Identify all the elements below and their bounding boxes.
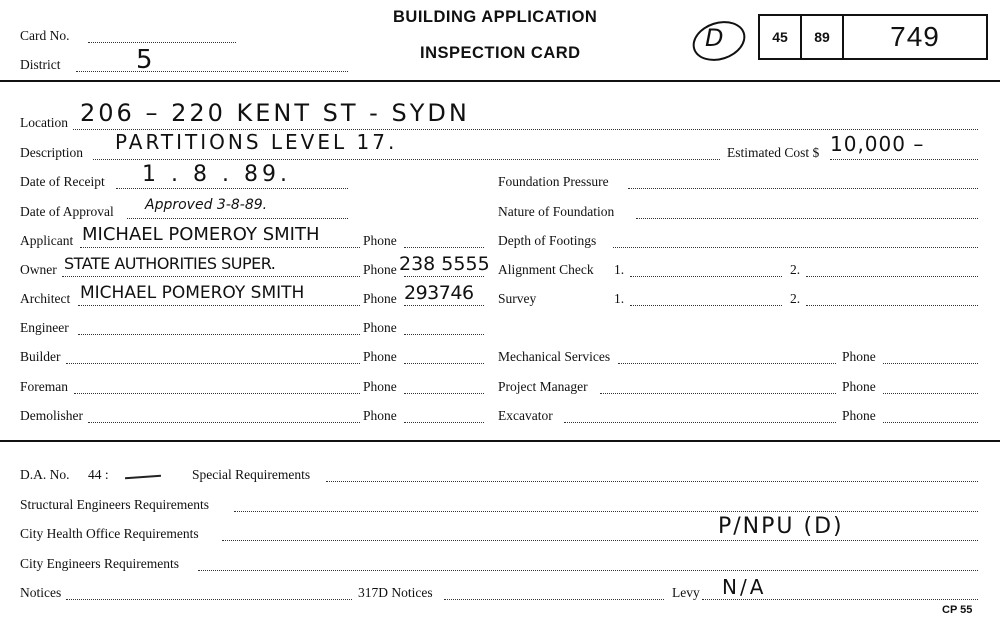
estimated-cost-value: 10,000 – [830, 132, 925, 156]
depth-of-footings-label: Depth of Footings [498, 233, 597, 248]
owner-field[interactable] [62, 276, 360, 277]
notices-field[interactable] [66, 599, 352, 600]
engineer-field[interactable] [78, 334, 360, 335]
description-label: Description [20, 145, 83, 160]
alignment-check-num2: 2. [790, 262, 801, 277]
levy-value: N/A [722, 575, 767, 599]
demolisher-field[interactable] [88, 422, 360, 423]
317d-notices-label: 317D Notices [358, 585, 433, 600]
card-no-label: Card No. [20, 28, 70, 43]
estimated-cost-label: Estimated Cost $ [727, 145, 820, 160]
survey-num1: 1. [614, 291, 625, 306]
nature-of-foundation-field[interactable] [636, 218, 978, 219]
card-no-field[interactable] [88, 42, 236, 43]
date-of-approval-value: Approved 3-8-89. [145, 197, 268, 213]
notices-label: Notices [20, 585, 62, 600]
owner-phone-value: 238 5555 [399, 253, 490, 275]
foreman-field[interactable] [74, 393, 360, 394]
da-no-label: D.A. No. [20, 467, 70, 482]
applicant-phone-label: Phone [363, 233, 397, 248]
alignment-check-field-1[interactable] [630, 276, 782, 277]
survey-field-1[interactable] [630, 305, 782, 306]
alignment-check-label: Alignment Check [498, 262, 594, 277]
excavator-field[interactable] [564, 422, 836, 423]
applicant-phone-field[interactable] [404, 247, 484, 248]
project-manager-phone-field[interactable] [883, 393, 978, 394]
alignment-check-field-2[interactable] [806, 276, 978, 277]
da-no-value: 44 : [88, 467, 109, 482]
demolisher-phone-label: Phone [363, 408, 397, 423]
applicant-field[interactable] [80, 247, 360, 248]
survey-label: Survey [498, 291, 537, 306]
location-value: 206 – 220 KENT ST - SYDN [80, 99, 470, 127]
project-manager-field[interactable] [600, 393, 836, 394]
ref-box-2: 89 [814, 29, 830, 45]
special-requirements-label: Special Requirements [192, 467, 311, 482]
district-label: District [20, 57, 61, 72]
circled-mark: D [705, 24, 725, 52]
alignment-check-num1: 1. [614, 262, 625, 277]
structural-engineers-field[interactable] [234, 511, 978, 512]
foreman-phone-field[interactable] [404, 393, 484, 394]
da-no-mark [125, 475, 161, 480]
city-health-label: City Health Office Requirements [20, 526, 199, 541]
demolisher-label: Demolisher [20, 408, 83, 423]
description-value: PARTITIONS LEVEL 17. [115, 130, 398, 154]
foreman-label: Foreman [20, 379, 68, 394]
section-divider [0, 440, 1000, 442]
form-title-line1: BUILDING APPLICATION [393, 8, 598, 26]
description-field[interactable] [93, 159, 720, 160]
owner-label: Owner [20, 262, 57, 277]
builder-phone-label: Phone [363, 349, 397, 364]
excavator-phone-label: Phone [842, 408, 876, 423]
builder-label: Builder [20, 349, 61, 364]
owner-phone-label: Phone [363, 262, 397, 277]
mechanical-services-label: Mechanical Services [498, 349, 611, 364]
survey-field-2[interactable] [806, 305, 978, 306]
nature-of-foundation-label: Nature of Foundation [498, 204, 615, 219]
city-engineers-field[interactable] [198, 570, 978, 571]
district-field[interactable] [76, 71, 348, 72]
date-of-approval-field[interactable] [127, 218, 348, 219]
survey-num2: 2. [790, 291, 801, 306]
project-manager-label: Project Manager [498, 379, 588, 394]
mechanical-services-phone-label: Phone [842, 349, 876, 364]
special-requirements-field[interactable] [326, 481, 978, 482]
date-of-receipt-field[interactable] [116, 188, 348, 189]
district-value: 5 [136, 45, 154, 75]
estimated-cost-field[interactable] [830, 159, 978, 160]
depth-of-footings-field[interactable] [613, 247, 978, 248]
engineer-phone-field[interactable] [404, 334, 484, 335]
engineer-phone-label: Phone [363, 320, 397, 335]
owner-value: STATE AUTHORITIES SUPER. [64, 254, 276, 273]
foundation-pressure-field[interactable] [628, 188, 978, 189]
excavator-phone-field[interactable] [883, 422, 978, 423]
architect-field[interactable] [78, 305, 360, 306]
date-of-approval-label: Date of Approval [20, 204, 114, 219]
form-title-line2: INSPECTION CARD [420, 44, 581, 62]
ref-box-1: 45 [772, 29, 788, 45]
architect-label: Architect [20, 291, 71, 306]
date-of-receipt-value: 1 . 8 . 89. [142, 162, 291, 187]
mechanical-services-field[interactable] [618, 363, 836, 364]
317d-notices-field[interactable] [444, 599, 664, 600]
levy-field[interactable] [702, 599, 978, 600]
form-code: CP 55 [942, 604, 973, 616]
builder-phone-field[interactable] [404, 363, 484, 364]
engineer-label: Engineer [20, 320, 69, 335]
excavator-label: Excavator [498, 408, 553, 423]
architect-phone-value: 293746 [404, 282, 474, 304]
architect-value: MICHAEL POMEROY SMITH [80, 283, 305, 303]
foundation-pressure-label: Foundation Pressure [498, 174, 609, 189]
applicant-label: Applicant [20, 233, 74, 248]
architect-phone-label: Phone [363, 291, 397, 306]
header-divider [0, 80, 1000, 82]
city-health-value: P/NPU (D) [718, 514, 844, 539]
project-manager-phone-label: Phone [842, 379, 876, 394]
mechanical-services-phone-field[interactable] [883, 363, 978, 364]
structural-engineers-label: Structural Engineers Requirements [20, 497, 209, 512]
date-of-receipt-label: Date of Receipt [20, 174, 105, 189]
levy-label: Levy [672, 585, 700, 600]
reference-number-boxes [758, 14, 988, 60]
city-engineers-label: City Engineers Requirements [20, 556, 179, 571]
foreman-phone-label: Phone [363, 379, 397, 394]
builder-field[interactable] [66, 363, 360, 364]
architect-phone-field[interactable] [404, 305, 484, 306]
city-health-field[interactable] [222, 540, 978, 541]
demolisher-phone-field[interactable] [404, 422, 484, 423]
location-label: Location [20, 115, 68, 130]
applicant-value: MICHAEL POMEROY SMITH [82, 224, 320, 245]
ref-box-3: 749 [890, 21, 940, 52]
owner-phone-field[interactable] [404, 276, 484, 277]
